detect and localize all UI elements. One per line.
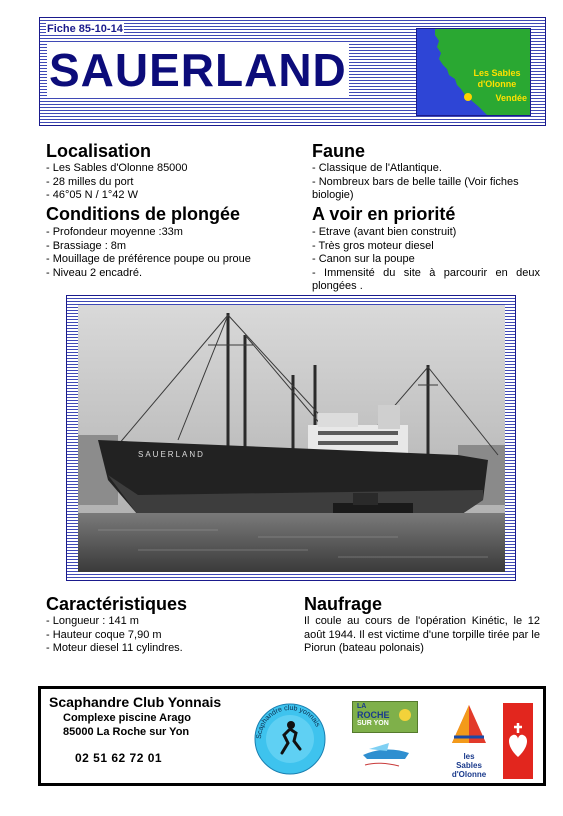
list-item: - Nombreux bars de belle taille (Voir fiches biologie) [312, 175, 519, 202]
list-item: - Etrave (avant bien construit) [312, 226, 457, 238]
a-voir-list [312, 226, 540, 294]
list-item: - Profondeur moyenne :33m [46, 226, 183, 238]
map-label-region: Vendée [495, 93, 527, 103]
list-item: - Classique de l'Atlantique. [312, 162, 442, 174]
list-item: - Longueur : 141 m [46, 615, 139, 627]
address-line-1: Complexe piscine Arago [63, 712, 191, 724]
ship-illustration [78, 305, 505, 572]
sail-icon [446, 703, 492, 747]
naufrage-heading: Naufrage [304, 594, 383, 614]
list-item: - Hauteur coque 7,90 m [46, 628, 162, 641]
faune-list [312, 162, 542, 203]
list-item: - 46°05 N / 1°42 W [46, 189, 138, 202]
list-item: - Canon sur la poupe [312, 253, 415, 266]
a-voir-heading: A voir en priorité [312, 204, 456, 224]
header-banner [39, 17, 546, 126]
address-line-2: 85000 La Roche sur Yon [63, 726, 190, 738]
list-item: - 28 milles du port [46, 175, 134, 188]
location-map [416, 28, 531, 116]
boat-icon [359, 737, 413, 771]
boat-logo [359, 737, 413, 771]
svg-text:Scaphandre club yonnais: Scaphandre club yonnais [255, 704, 321, 740]
la-roche-logo: LA ROCHE SUR YON [352, 701, 418, 733]
list-item: - Brassiage : 8m [46, 239, 127, 252]
localisation-list [46, 162, 188, 203]
list-item: - Niveau 2 encadré. [46, 266, 142, 279]
ship-photo [78, 305, 505, 572]
club-logo [254, 703, 326, 775]
list-item: - Mouillage de préférence poupe ou proue [46, 253, 251, 266]
localisation-heading: Localisation [46, 141, 152, 161]
vendee-logo [503, 703, 533, 779]
list-item: - Les Sables d'Olonne 85000 [46, 162, 188, 174]
naufrage-text: Il coule au cours de l'opération Kinétic, le 12 août 1944. Il est victime d'une torpille tirée par le Piorun (bateau polonais) [304, 615, 540, 655]
hull-name: SAUERLAND [138, 450, 205, 459]
sables-logo: les Sables d'Olonne [446, 703, 492, 779]
conditions-list [46, 226, 251, 280]
club-phone: 02 51 62 72 01 [75, 751, 163, 765]
ship-photo-frame [66, 295, 516, 581]
caracteristiques-heading: Caractéristiques [46, 594, 188, 614]
conditions-heading: Conditions de plongée [46, 204, 240, 224]
diver-logo-icon [254, 703, 326, 775]
list-item: - Très gros moteur diesel [312, 239, 434, 252]
vendee-hearts-icon [503, 703, 533, 779]
list-item: - Immensité du site à parcourir en deux plongées . [312, 266, 540, 293]
club-address [63, 711, 191, 739]
fiche-number: Fiche 85-10-14 [47, 23, 123, 35]
page-title: SAUERLAND [49, 44, 347, 96]
caracteristiques-list [46, 615, 183, 656]
faune-heading: Faune [312, 141, 366, 161]
sables-location-dot [464, 93, 472, 101]
club-footer [38, 686, 546, 786]
list-item: - Moteur diesel 11 cylindres. [46, 642, 183, 655]
club-name: Scaphandre Club Yonnais [49, 694, 222, 710]
sun-icon [399, 709, 411, 721]
map-label-city: Les Sables d'Olonne [473, 68, 521, 89]
